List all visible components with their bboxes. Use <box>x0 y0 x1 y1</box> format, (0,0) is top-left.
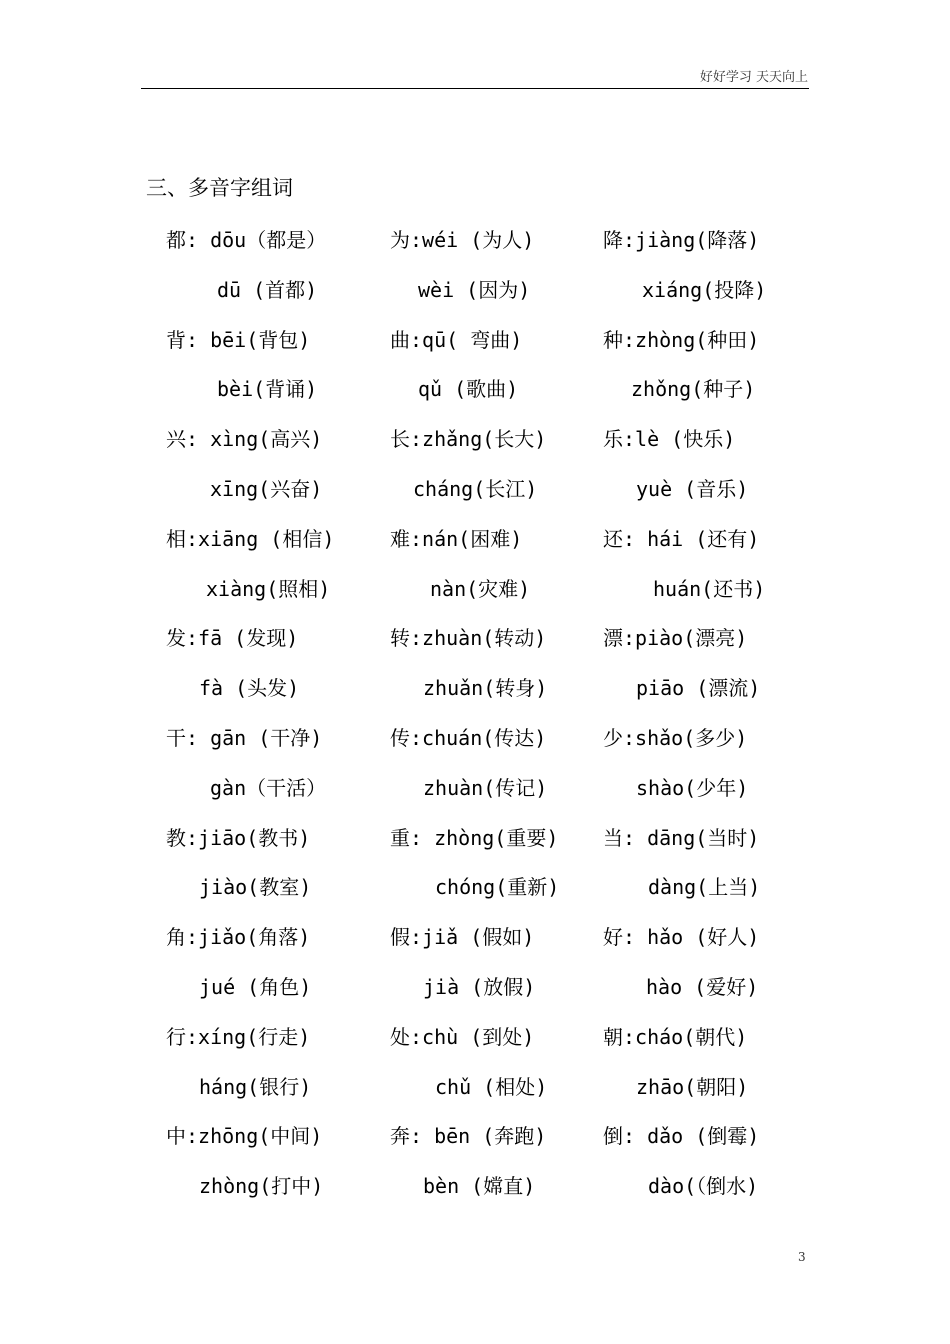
reading-entry: yuè (音乐) <box>636 476 749 501</box>
entry-row <box>0 818 950 868</box>
entry-row <box>0 220 950 270</box>
character-entry: 好: hǎo (好人) <box>603 925 760 950</box>
entry-row <box>0 1116 950 1166</box>
reading-entry: dào(（倒水) <box>648 1174 759 1199</box>
reading-entry: qǔ (歌曲) <box>418 377 519 402</box>
reading-entry: wèi (因为) <box>418 277 531 302</box>
entry-row <box>0 768 950 818</box>
reading-entry: cháng(长江) <box>413 476 538 501</box>
header-divider <box>141 88 809 89</box>
reading-entry: jià (放假) <box>423 974 536 999</box>
character-entry: 转:zhuàn(转动) <box>390 626 547 651</box>
reading-entry: dàng(上当) <box>648 875 761 900</box>
reading-entry: fà (头发) <box>199 676 300 701</box>
reading-entry: nàn(灾难) <box>430 576 531 601</box>
entry-row <box>0 569 950 619</box>
entry-row <box>0 369 950 419</box>
entry-row <box>0 1166 950 1216</box>
character-entry: 干: gān (干净) <box>166 725 323 750</box>
reading-entry: zhǒng(种子) <box>631 377 756 402</box>
entry-row <box>0 1017 950 1067</box>
reading-entry: huán(还书) <box>653 576 766 601</box>
entry-row <box>0 668 950 718</box>
page-header-text: 好好学习 天天向上 <box>699 70 808 85</box>
character-entry: 兴: xìng(高兴) <box>166 427 323 452</box>
character-entry: 当: dāng(当时) <box>603 825 760 850</box>
character-entry: 漂:piào(漂亮) <box>603 626 748 651</box>
reading-entry: zhāo(朝阳) <box>636 1074 749 1099</box>
character-entry: 行:xíng(行走) <box>166 1024 311 1049</box>
entry-row <box>0 718 950 768</box>
character-entry: 为:wéi (为人) <box>390 228 535 252</box>
character-entry: 相:xiāng (相信) <box>166 526 335 551</box>
reading-entry: dū (首都) <box>217 277 318 302</box>
reading-entry: chóng(重新) <box>435 875 560 900</box>
character-entry: 角:jiǎo(角落) <box>166 925 311 950</box>
reading-entry: xiàng(照相) <box>206 576 331 601</box>
character-entry: 处:chù (到处) <box>390 1024 535 1049</box>
entry-row <box>0 917 950 967</box>
entry-row <box>0 419 950 469</box>
character-entry: 乐:lè (快乐) <box>603 427 736 452</box>
character-entry: 都: dōu（都是） <box>166 228 327 252</box>
entry-row <box>0 270 950 320</box>
character-entry: 少:shǎo(多少) <box>603 725 748 750</box>
reading-entry: xīng(兴奋) <box>210 476 323 501</box>
reading-entry: hào (爱好) <box>646 974 759 999</box>
reading-entry: chǔ (相处) <box>435 1074 548 1099</box>
reading-entry: jué (角色) <box>199 974 312 999</box>
entry-row <box>0 519 950 569</box>
reading-entry: zhuǎn(转身) <box>423 676 548 701</box>
character-entry: 教:jiāo(教书) <box>166 825 311 850</box>
entry-row <box>0 618 950 668</box>
character-entry: 假:jiǎ (假如) <box>390 925 535 950</box>
character-entry: 难:nán(困难) <box>390 526 523 551</box>
entry-row <box>0 469 950 519</box>
character-entry: 长:zhǎng(长大) <box>390 427 547 452</box>
entry-row <box>0 320 950 370</box>
character-entry: 降:jiàng(降落) <box>603 228 760 252</box>
character-entry: 还: hái (还有) <box>603 526 760 551</box>
reading-entry: jiào(教室) <box>199 875 312 900</box>
reading-entry: bèi(背诵) <box>217 377 318 402</box>
character-entry: 奔: bēn (奔跑) <box>390 1124 547 1149</box>
character-entry: 传:chuán(传达) <box>390 725 547 750</box>
reading-entry: bèn (嫦直) <box>423 1174 536 1199</box>
reading-entry: gàn（干活） <box>210 775 327 800</box>
reading-entry: zhòng(打中) <box>199 1174 324 1199</box>
reading-entry: piāo (漂流) <box>636 676 761 701</box>
polyphonic-word-grid <box>0 220 950 1216</box>
reading-entry: háng(银行) <box>199 1074 312 1099</box>
character-entry: 中:zhōng(中间) <box>166 1124 323 1149</box>
section-title: 三、多音字组词 <box>146 176 293 200</box>
character-entry: 背: bēi(背包) <box>166 327 311 352</box>
entry-row <box>0 967 950 1017</box>
reading-entry: zhuàn(传记) <box>423 775 548 800</box>
page-number: 3 <box>798 1250 806 1264</box>
character-entry: 发:fā (发现) <box>166 626 299 651</box>
character-entry: 重: zhòng(重要) <box>390 825 559 850</box>
character-entry: 倒: dǎo (倒霉) <box>603 1124 760 1149</box>
character-entry: 曲:qū( 弯曲) <box>390 327 523 352</box>
reading-entry: shào(少年) <box>636 775 749 800</box>
character-entry: 朝:cháo(朝代) <box>603 1024 748 1049</box>
reading-entry: xiáng(投降) <box>642 277 767 302</box>
entry-row <box>0 867 950 917</box>
entry-row <box>0 1067 950 1117</box>
character-entry: 种:zhòng(种田) <box>603 327 760 352</box>
